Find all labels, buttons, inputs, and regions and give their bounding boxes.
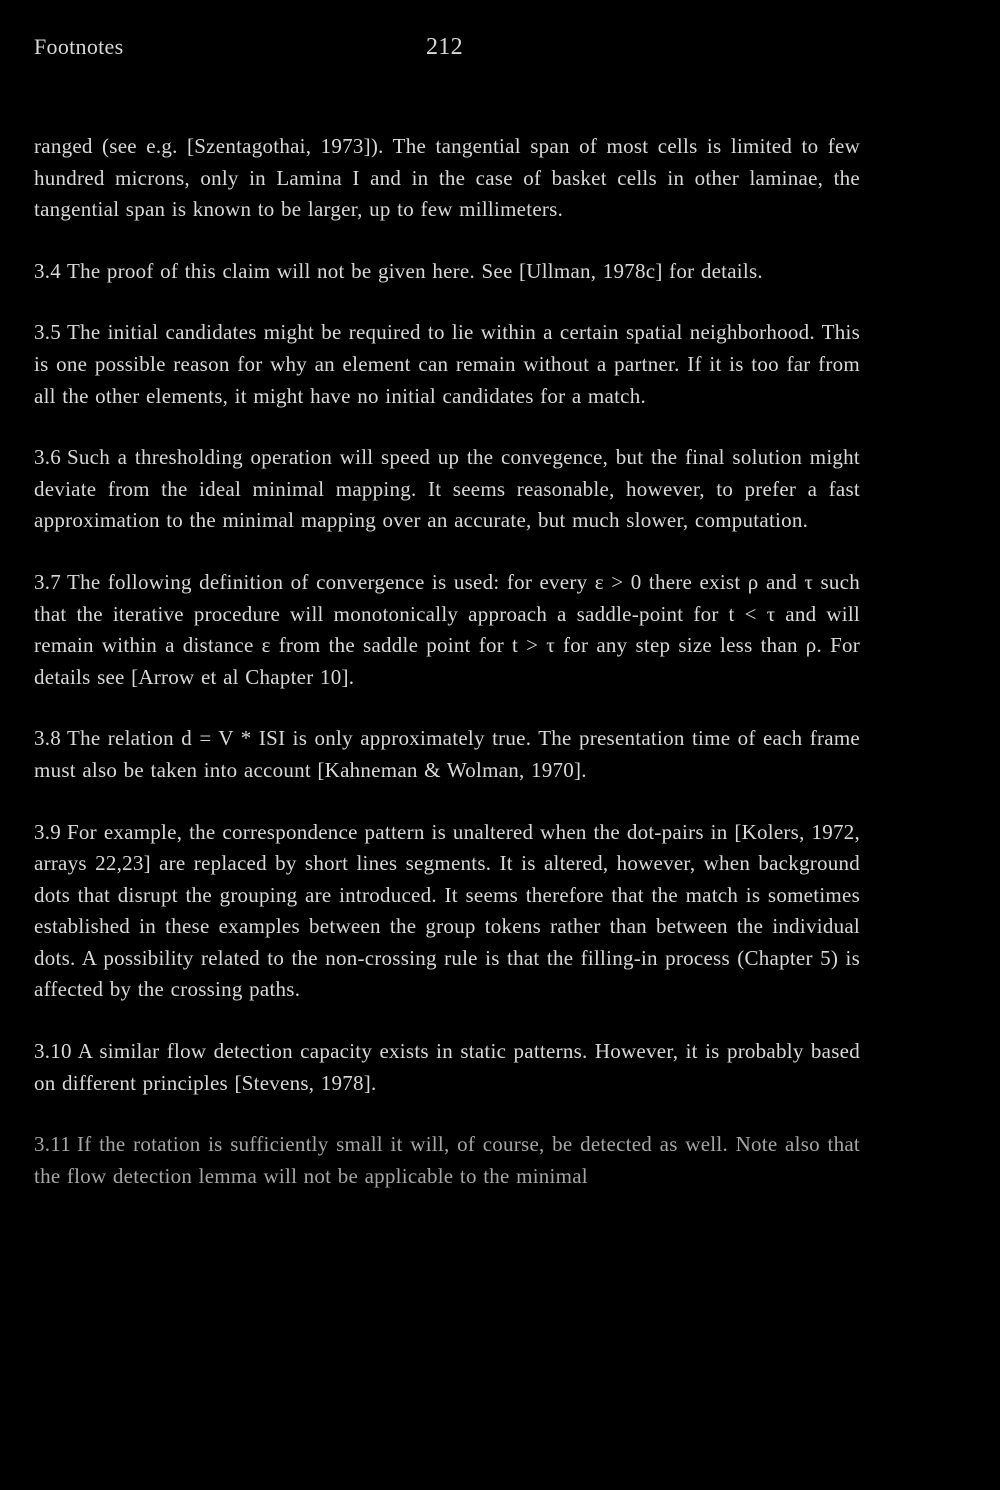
footnote-number: 3.5 [34,320,61,345]
footnote-3-11 [34,1129,860,1192]
footnote-3-9 [34,817,860,1007]
footnote-number: 3.7 [34,569,61,594]
footnote-3-7 [34,567,860,693]
footnote-continuation [34,131,860,226]
footnotes-body [34,131,860,1222]
footnote-text: The initial candidates might be required to lie within a certain spatial neighborhood. This is one possible reason for why an element can remain without a partner. If it is too far from all the other elements, it might have no initial candidates for a match. [34,320,860,408]
page-header [34,34,834,66]
footnote-3-10 [34,1036,860,1099]
footnote-text: If the rotation is sufficiently small it will, of course, be detected as well. Note also that the flow detection lemma will not be applicable to the minimal [34,1132,860,1188]
section-title: Footnotes [34,34,124,59]
footnote-number: 3.9 [34,819,61,844]
footnote-text: The proof of this claim will not be given here. See [Ullman, 1978c] for details. [67,258,763,283]
footnote-text: For example, the correspondence pattern is unaltered when the dot-pairs in [Kolers, 1972, arrays 22,23] are replaced by short lines segments. It is altered, however, when background dots that disrupt the grouping are introduced. It seems therefore that the match is sometimes established in these examples between the group tokens rather than between the individual dots. A possibility related to the non-crossing rule is that the filling-in process (Chapter 5) is affected by the crossing paths. [34,819,860,1002]
footnote-text: ranged (see e.g. [Szentagothai, 1973]). The tangential span of most cells is limited to few hundred microns, only in Lamina I and in the case of basket cells in other laminae, the tangential span is known to be larger, up to few millimeters. [34,134,860,222]
page-number: 212 [426,34,463,60]
footnote-3-6 [34,442,860,537]
footnote-number: 3.10 [34,1039,72,1064]
footnote-number: 3.8 [34,726,61,751]
footnote-3-4 [34,256,860,288]
footnote-text: Such a thresholding operation will speed up the convegence, but the final solution might deviate from the ideal minimal mapping. It seems reasonable, however, to prefer a fast approximation to the minimal mapping over an accurate, but much slower, computation. [34,445,860,533]
footnote-text: A similar flow detection capacity exists in static patterns. However, it is probably based on different principles [Stevens, 1978]. [34,1039,860,1095]
footnote-3-5 [34,317,860,412]
footnote-3-8 [34,723,860,786]
footnote-number: 3.6 [34,445,61,470]
footnote-text: The relation d = V * ISI is only approximately true. The presentation time of each frame must also be taken into account [Kahneman & Wolman, 1970]. [34,726,860,782]
footnote-text: The following definition of convergence is used: for every ε > 0 there exist ρ and τ such that the iterative procedure will monotonically approach a saddle-point for t < τ and will remain within a distance ε from the saddle point for t > τ for any step size less than ρ. For details see [Arrow et al Chapter 10]. [34,569,860,689]
footnote-number: 3.11 [34,1132,71,1157]
footnote-number: 3.4 [34,258,61,283]
